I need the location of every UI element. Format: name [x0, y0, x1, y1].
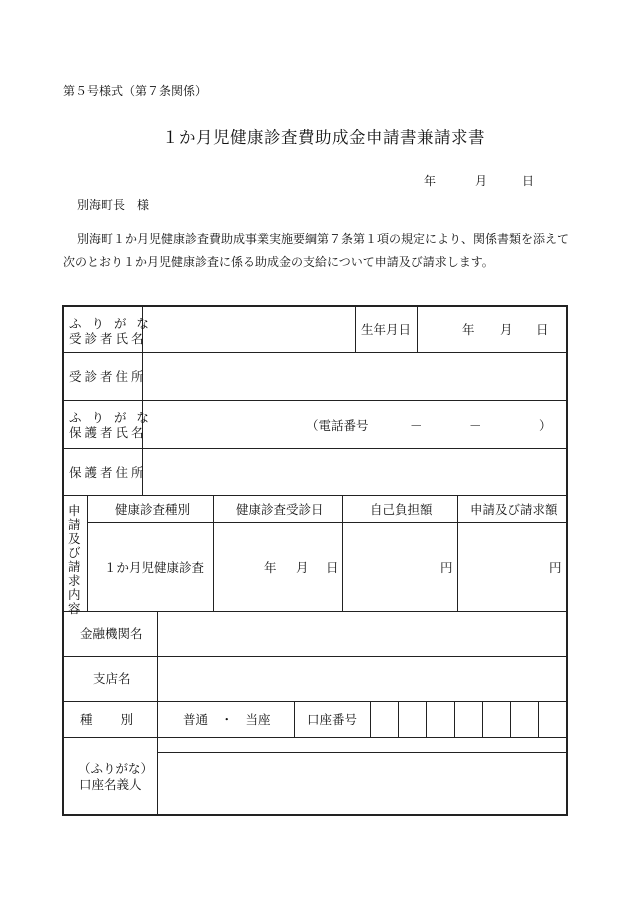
date-month: 月 [475, 174, 488, 188]
phone-label: （電話番号 [306, 418, 369, 433]
account-type-options: 普通 ・ 当座 [183, 712, 271, 727]
birth-day: 日 [536, 322, 549, 337]
date-day: 日 [522, 174, 535, 188]
col-header-claim-amount: 申請及び請求額 [470, 502, 558, 517]
body-line-1: 別海町１か月児健康診査費助成事業実施要綱第７条第１項の規定により、関係書類を添えて [77, 232, 570, 246]
exam-month: 月 [296, 560, 309, 575]
exam-day: 日 [326, 560, 339, 575]
furigana-label-1: ふ り が な [69, 316, 152, 331]
page-title: １か月児健康診査費助成金申請書兼請求書 [162, 128, 485, 147]
col-header-exam-date: 健康診査受診日 [236, 502, 324, 517]
col-header-exam-type: 健康診査種別 [115, 502, 191, 517]
form-number: 第５号様式（第７条関係） [63, 84, 208, 98]
examinee-name-label: 受診者氏名 [69, 331, 147, 346]
birth-month: 月 [500, 322, 513, 337]
account-number-label: 口座番号 [307, 712, 358, 727]
exam-type-value: １か月児健康診査 [104, 560, 205, 575]
furigana-paren-label: （ふりがな） [78, 761, 154, 776]
claim-amount-yen: 円 [549, 560, 562, 575]
furigana-label-2: ふ り が な [69, 410, 152, 425]
self-pay-yen: 円 [440, 560, 453, 575]
birth-year: 年 [462, 322, 475, 337]
body-line-2: 次のとおり１か月児健康診査に係る助成金の支給について申請及び請求します。 [63, 255, 494, 269]
guardian-address-label: 保護者住所 [69, 465, 147, 480]
phone-dash-1: － [410, 418, 423, 433]
exam-year: 年 [264, 560, 277, 575]
addressee: 別海町長 様 [77, 198, 150, 212]
account-type-label: 種 別 [80, 712, 135, 727]
birth-date-label: 生年月日 [361, 322, 412, 337]
phone-dash-2: － [469, 418, 482, 433]
col-header-self-pay: 自己負担額 [370, 502, 433, 517]
guardian-name-label: 保護者氏名 [69, 425, 147, 440]
phone-close: ） [539, 418, 552, 433]
date-year: 年 [424, 174, 437, 188]
account-holder-label: 口座名義人 [79, 777, 142, 792]
branch-name-label: 支店名 [93, 671, 131, 686]
bank-name-label: 金融機関名 [80, 626, 143, 641]
examinee-address-label: 受診者住所 [69, 369, 147, 384]
